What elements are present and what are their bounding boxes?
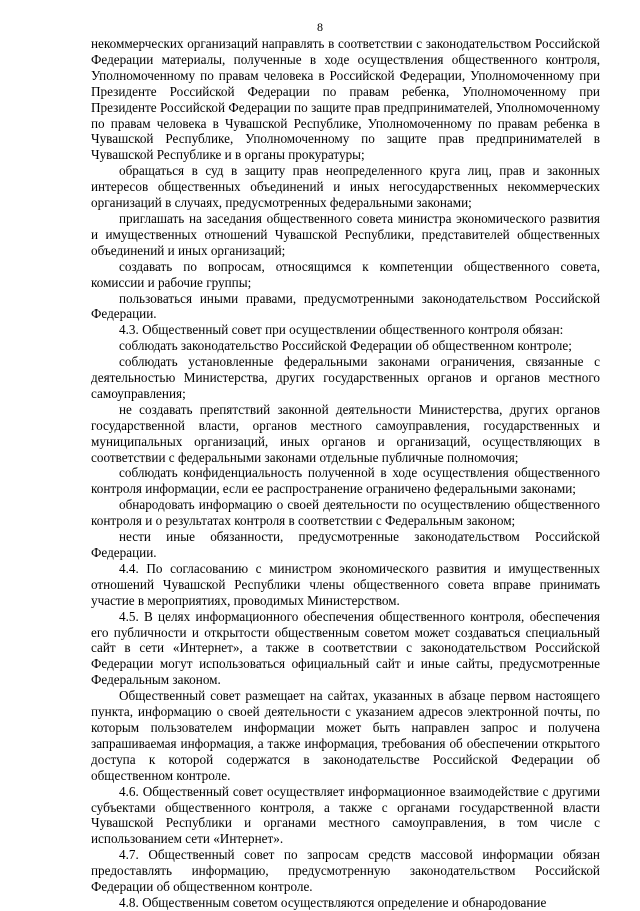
paragraph: 4.3. Общественный совет при осуществлении общественного контроля обязан: [119, 322, 564, 338]
paragraph: 4.7. Общественный совет по запросам средств массовой информации обязан предоставлять информацию, предусмотренную законодательством Российской Федерации об общественном контроле. [91, 847, 600, 895]
paragraph: Общественный совет размещает на сайтах, указанных в абзаце первом настоящего пункта, информацию о своей деятельности с указанием адресов электронной почты, по которым пользователем информации может быть направлен запрос и получена запрашиваемая информация, а также информация, требования об обеспечении открытого доступа к которой содержатся в законодательстве Российской Федерации об общественном контроле. [91, 688, 600, 783]
paragraph: соблюдать законодательство Российской Федерации об общественном контроле; [119, 338, 572, 354]
paragraph: приглашать на заседания общественного совета министра экономического развития и имущественных отношений Чувашской Республики, представителей общественных объединений и иных организаций; [91, 210, 600, 258]
paragraph-continuation: некоммерческих организаций направлять в соответствии с законодательством Российской Федерации материалы, полученные в ходе осуществления общественного контроля, Уполномоченному по правам человека в Российской Федерации, Уполномоченному при Президенте Российской Федерации по правам ребенка, Уполномоченному при Президенте Российской Федерации по защите прав предпринимателей, Уполномоченному по правам человека в Чувашской Республике, Уполномоченному по правам ребенка в Чувашской Республике, Уполномоченному по защите прав предпринимателей в Чувашской Республике и в органы прокуратуры; [91, 36, 600, 163]
paragraph: соблюдать конфиденциальность полученной в ходе осуществления общественного контроля информации, если ее распространение ограничено федеральными законами; [91, 465, 600, 497]
paragraph: 4.4. По согласованию с министром экономического развития и имущественных отношений Чувашской Республики члены общественного совета вправе принимать участие в мероприятиях, проводимых Министерством. [91, 560, 600, 608]
paragraph: не создавать препятствий законной деятельности Министерства, других органов государственной власти, органов местного самоуправления, государственных и муниципальных организаций, иных органов и организаций, осуществляющих в соответствии с федеральными законами отдельные публичные полномочия; [91, 401, 600, 465]
document-body [91, 36, 600, 911]
paragraph: обнародовать информацию о своей деятельности по осуществлению общественного контроля и о результатах контроля в соответствии с Федеральным законом; [91, 497, 600, 529]
page-number: 8 [317, 20, 323, 34]
paragraph: обращаться в суд в защиту прав неопределенного круга лиц, прав и законных интересов общественных объединений и иных негосударственных некоммерческих организаций в случаях, предусмотренных федеральными законами; [91, 163, 600, 211]
paragraph: 4.8. Общественным советом осуществляются определение и обнародование [119, 894, 547, 910]
paragraph: пользоваться иными правами, предусмотренными законодательством Российской Федерации. [91, 290, 600, 322]
paragraph: 4.6. Общественный совет осуществляет информационное взаимодействие с другими субъектами общественного контроля, а также с органами государственной власти Чувашской Республики и органами местного самоуправления, в том числе с использованием сети «Интернет». [91, 783, 600, 847]
paragraph: соблюдать установленные федеральными законами ограничения, связанные с деятельностью Министерства, других государственных органов и органов местного самоуправления; [91, 354, 600, 401]
paragraph: 4.5. В целях информационного обеспечения общественного контроля, обеспечения его публичности и открытости общественным советом может создаваться специальный сайт в сети «Интернет», а также в соответствии с законодательством Российской Федерации могут использоваться официальный сайт и иные сайты, предусмотренные Федеральным законом. [91, 608, 600, 688]
paragraph: нести иные обязанности, предусмотренные законодательством Российской Федерации. [91, 529, 600, 560]
paragraph: создавать по вопросам, относящимся к компетенции общественного совета, комиссии и рабочие группы; [91, 258, 600, 290]
